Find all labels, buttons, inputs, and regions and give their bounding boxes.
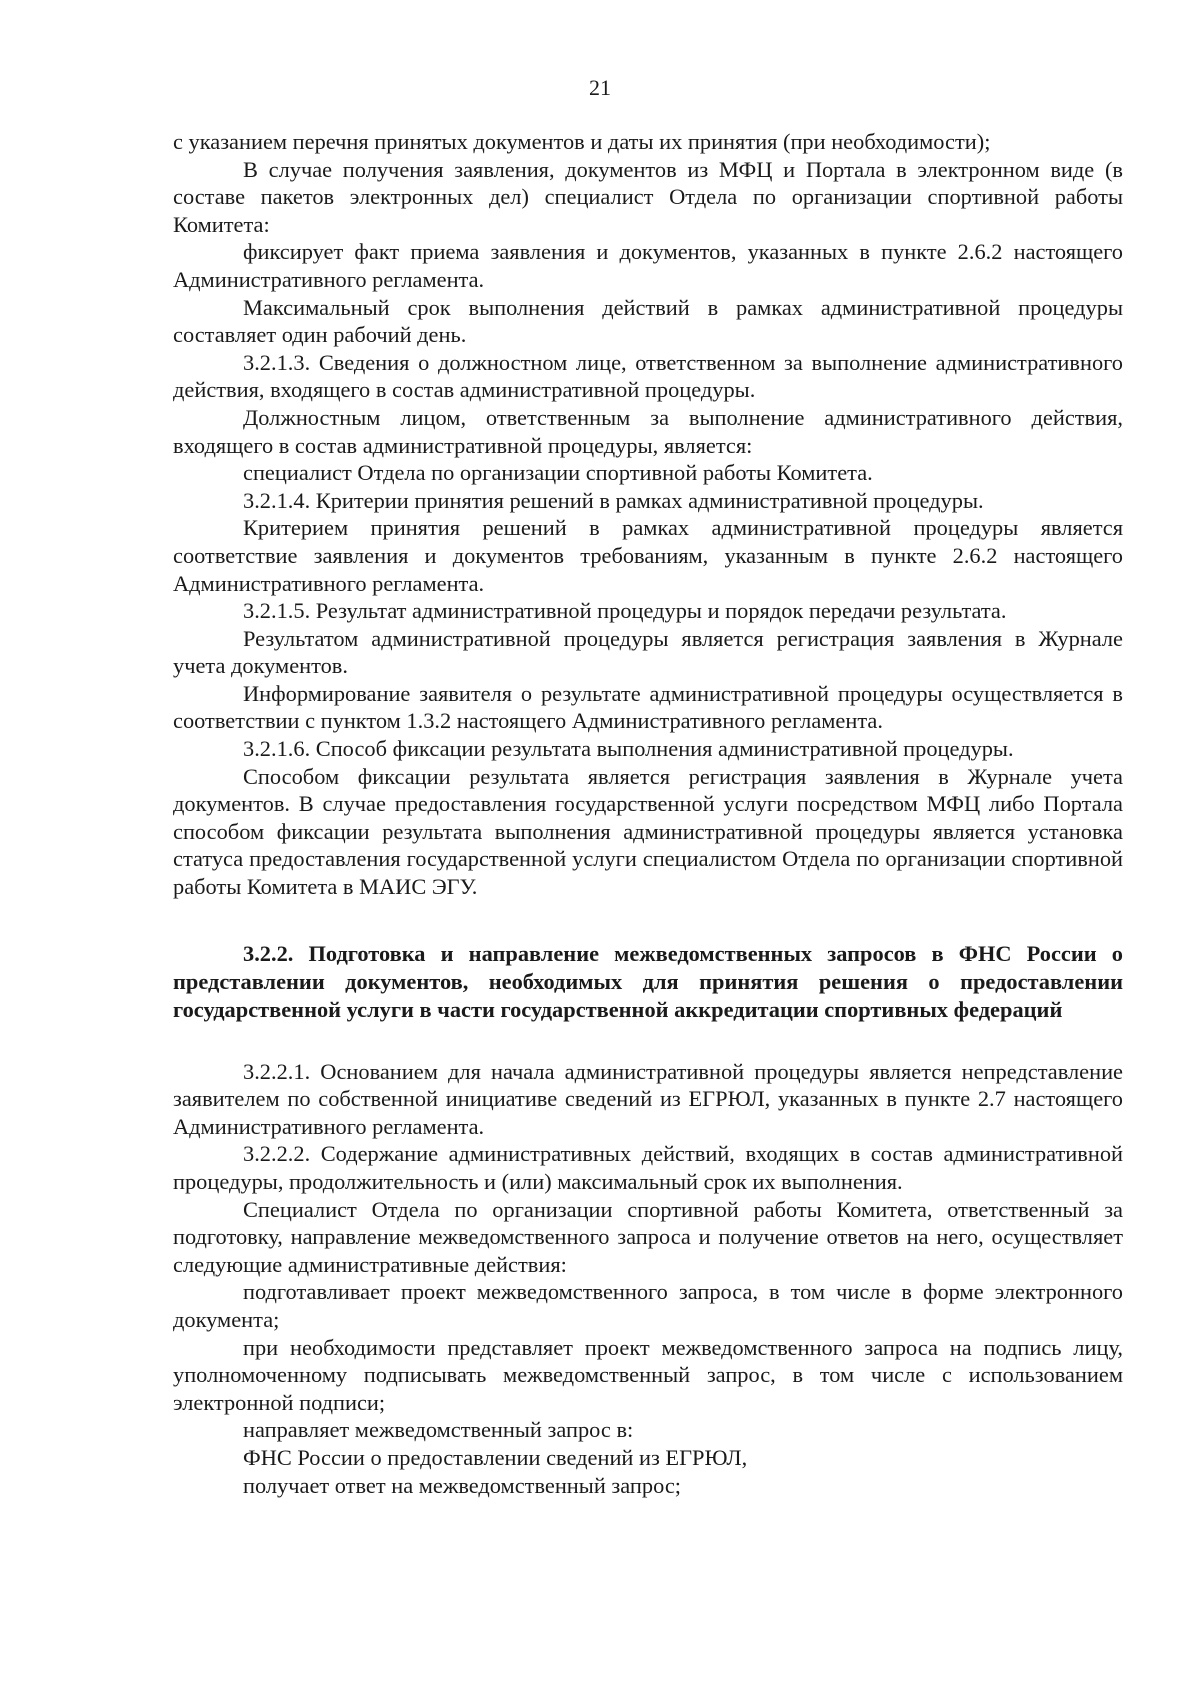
paragraph: с указанием перечня принятых документов и даты их принятия (при необходимости); (173, 129, 991, 154)
paragraph: фиксирует факт приема заявления и документов, указанных в пункте 2.6.2 настоящего Административного регламента. (173, 239, 1123, 292)
paragraph: Специалист Отдела по организации спортивной работы Комитета, ответственный за подготовку, направление межведомственного запроса и получение ответов на него, осуществляет следующие административные действия: (173, 1196, 1123, 1277)
subsection-title: 3.2.2.2. Содержание административных действий, входящих в состав административной процедуры, продолжительность и (или) максимальный срок их выполнения. (173, 1141, 1123, 1194)
list-item: ФНС России о предоставлении сведений из ЕГРЮЛ, (243, 1444, 748, 1470)
list-item: при необходимости представляет проект межведомственного запроса на подпись лицу, уполномоченному подписывать межведомственный запрос, в том числе с использованием электронной подписи; (173, 1334, 1123, 1415)
paragraph: В случае получения заявления, документов из МФЦ и Портала в электронном виде (в составе пакетов электронных дел) специалист Отдела по организации спортивной работы Комитета: (173, 156, 1123, 237)
list-item: получает ответ на межведомственный запрос; (243, 1472, 681, 1498)
paragraph: Способом фиксации результата является регистрация заявления в Журнале учета документов. В случае предоставления государственной услуги посредством МФЦ либо Портала способом фиксации результата выполнения административной процедуры является установка статуса предоставления государственной услуги специалистом Отдела по организации спортивной работы Комитета в МАИС ЭГУ. (173, 763, 1123, 900)
paragraph: Результатом административной процедуры является регистрация заявления в Журнале учета документов. (173, 625, 1123, 679)
subsection-title: 3.2.1.5. Результат административной процедуры и порядок передачи результата. (243, 598, 1007, 624)
section-heading: 3.2.2. Подготовка и направление межведомственных запросов в ФНС России о представлении документов, необходимых для принятия решения о предоставлении государственной услуги в части государственной аккредитации спортивных федераций (173, 940, 1123, 1022)
paragraph: Критерием принятия решений в рамках административной процедуры является соответствие заявления и документов требованиям, указанным в пункте 2.6.2 настоящего Административного регламента. (173, 515, 1123, 596)
list-item: направляет межведомственный запрос в: (243, 1417, 634, 1443)
paragraph: Должностным лицом, ответственным за выполнение административного действия, входящего в состав административной процедуры, является: (173, 404, 1123, 458)
subsection-title: 3.2.2.1. Основанием для начала административной процедуры является непредставление заявителем по собственной инициативе сведений из ЕГРЮЛ, указанных в пункте 2.7 настоящего Административного регламента. (173, 1058, 1123, 1139)
list-item: подготавливает проект межведомственного запроса, в том числе в форме электронного документа; (173, 1279, 1123, 1332)
paragraph: Максимальный срок выполнения действий в рамках административной процедуры составляет один рабочий день. (173, 294, 1123, 348)
subsection-title: 3.2.1.6. Способ фиксации результата выполнения административной процедуры. (243, 736, 1014, 762)
paragraph: Информирование заявителя о результате административной процедуры осуществляется в соответствии с пунктом 1.3.2 настоящего Административного регламента. (173, 680, 1123, 734)
page-number: 21 (589, 75, 611, 100)
subsection-title: 3.2.1.3. Сведения о должностном лице, ответственном за выполнение административного действия, входящего в состав административной процедуры. (173, 349, 1123, 403)
document-body (173, 128, 1123, 1499)
paragraph: специалист Отдела по организации спортивной работы Комитета. (243, 460, 873, 486)
subsection-title: 3.2.1.4. Критерии принятия решений в рамках административной процедуры. (243, 487, 984, 513)
